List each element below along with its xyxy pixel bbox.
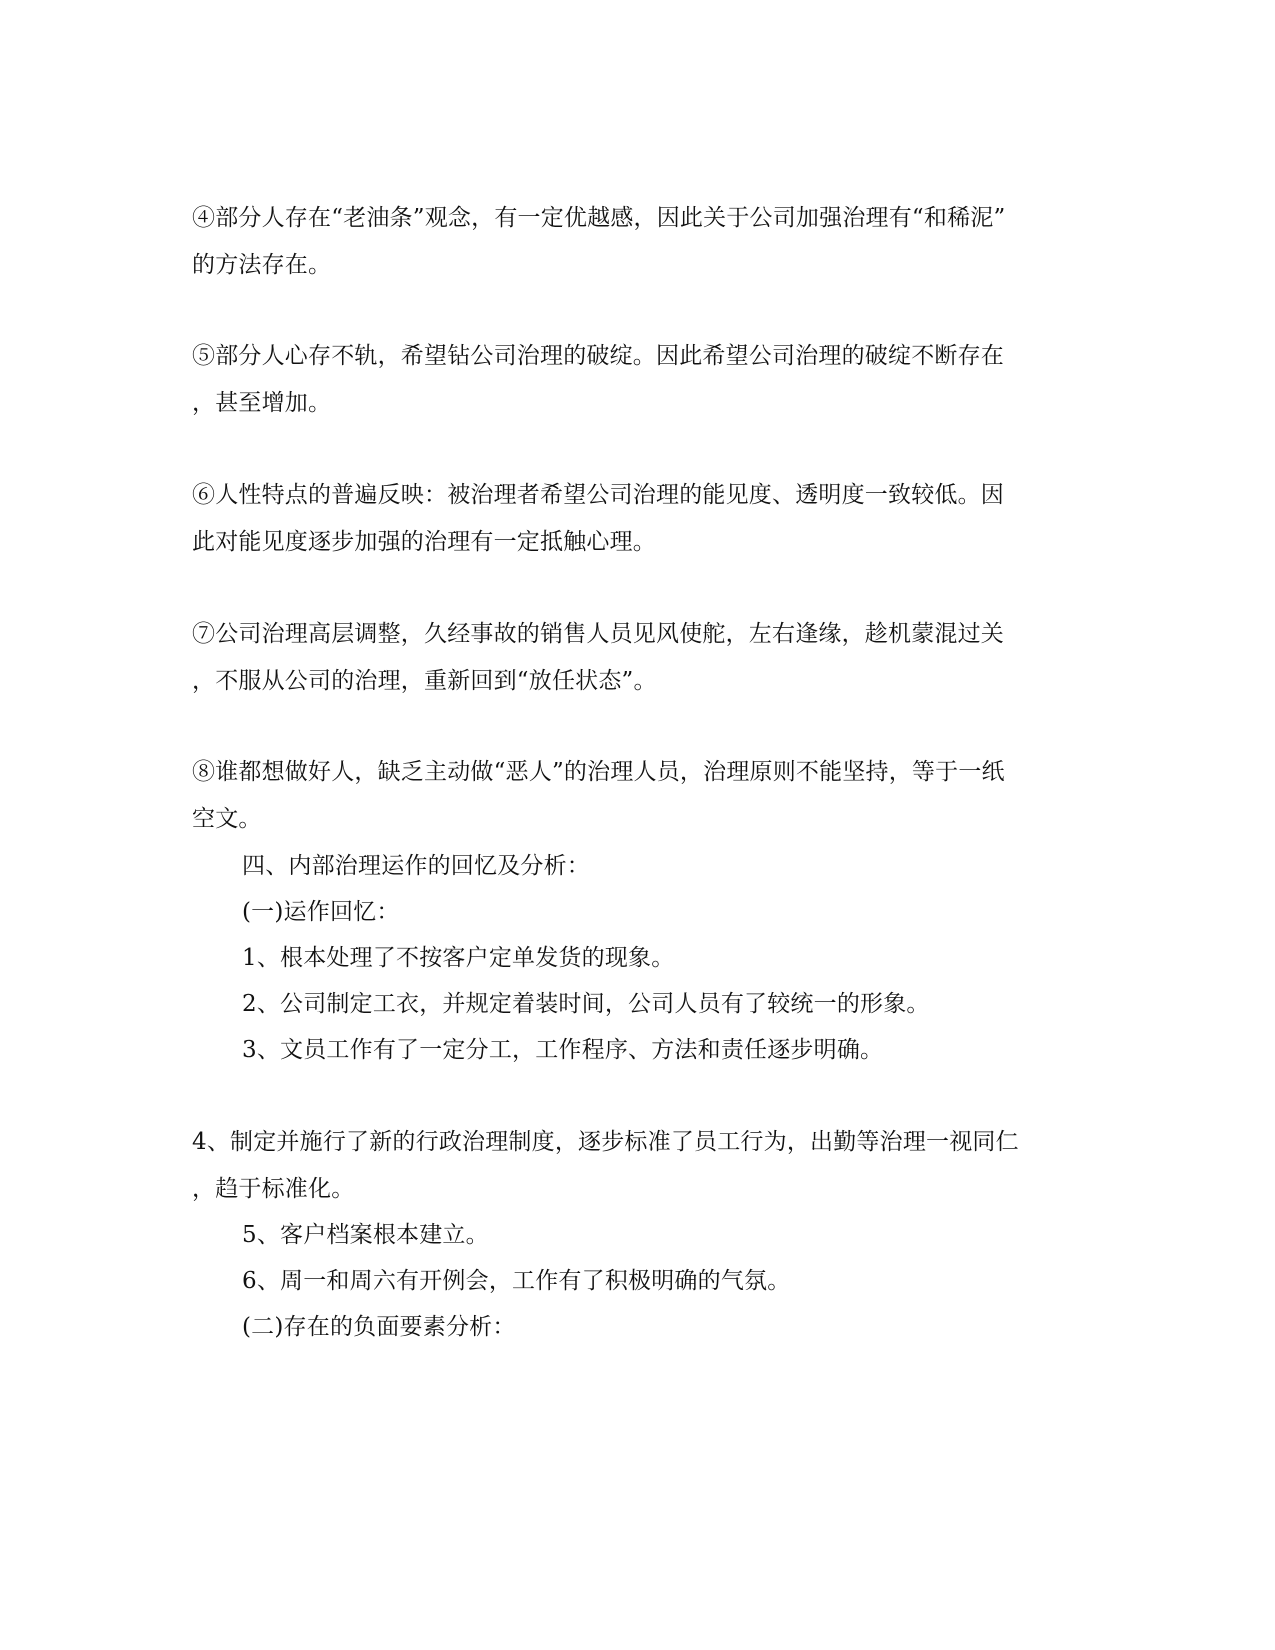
list-item-4-line-2: ，趋于标准化。 xyxy=(192,1176,355,1202)
paragraph-8-line-2: 空文。 xyxy=(192,806,262,832)
subsection-1-heading: (一)运作回忆： xyxy=(242,899,400,925)
paragraph-4-line-1: ④部分人存在“老油条”观念，有一定优越感，因此关于公司加强治理有“和稀泥” xyxy=(192,205,1006,231)
paragraph-7-line-2: ，不服从公司的治理，重新回到“放任状态”。 xyxy=(192,668,657,694)
paragraph-4-line-2: 的方法存在。 xyxy=(192,252,332,278)
subsection-2-heading: (二)存在的负面要素分析： xyxy=(242,1314,516,1340)
paragraph-5-line-2: ，甚至增加。 xyxy=(192,390,332,416)
paragraph-6-line-1: ⑥人性特点的普遍反映：被治理者希望公司治理的能见度、透明度一致较低。因 xyxy=(192,482,1004,508)
paragraph-6-line-2: 此对能见度逐步加强的治理有一定抵触心理。 xyxy=(192,529,656,555)
list-item-1: 1、根本处理了不按客户定单发货的现象。 xyxy=(242,945,675,971)
section-4-heading: 四、内部治理运作的回忆及分析： xyxy=(242,853,590,879)
list-item-3: 3、文员工作有了一定分工，工作程序、方法和责任逐步明确。 xyxy=(242,1037,884,1063)
list-item-6: 6、周一和周六有开例会，工作有了积极明确的气氛。 xyxy=(242,1268,791,1294)
paragraph-5-line-1: ⑤部分人心存不轨，希望钻公司治理的破绽。因此希望公司治理的破绽不断存在 xyxy=(192,343,1004,369)
paragraph-7-line-1: ⑦公司治理高层调整，久经事故的销售人员见风使舵，左右逢缘，趁机蒙混过关 xyxy=(192,621,1004,647)
paragraph-8-line-1: ⑧谁都想做好人，缺乏主动做“恶人”的治理人员，治理原则不能坚持，等于一纸 xyxy=(192,759,1005,785)
list-item-2: 2、公司制定工衣，并规定着装时间，公司人员有了较统一的形象。 xyxy=(242,991,930,1017)
list-item-5: 5、客户档案根本建立。 xyxy=(242,1222,489,1248)
list-item-4-line-1: 4、制定并施行了新的行政治理制度，逐步标准了员工行为，出勤等治理一视同仁 xyxy=(192,1129,1019,1155)
